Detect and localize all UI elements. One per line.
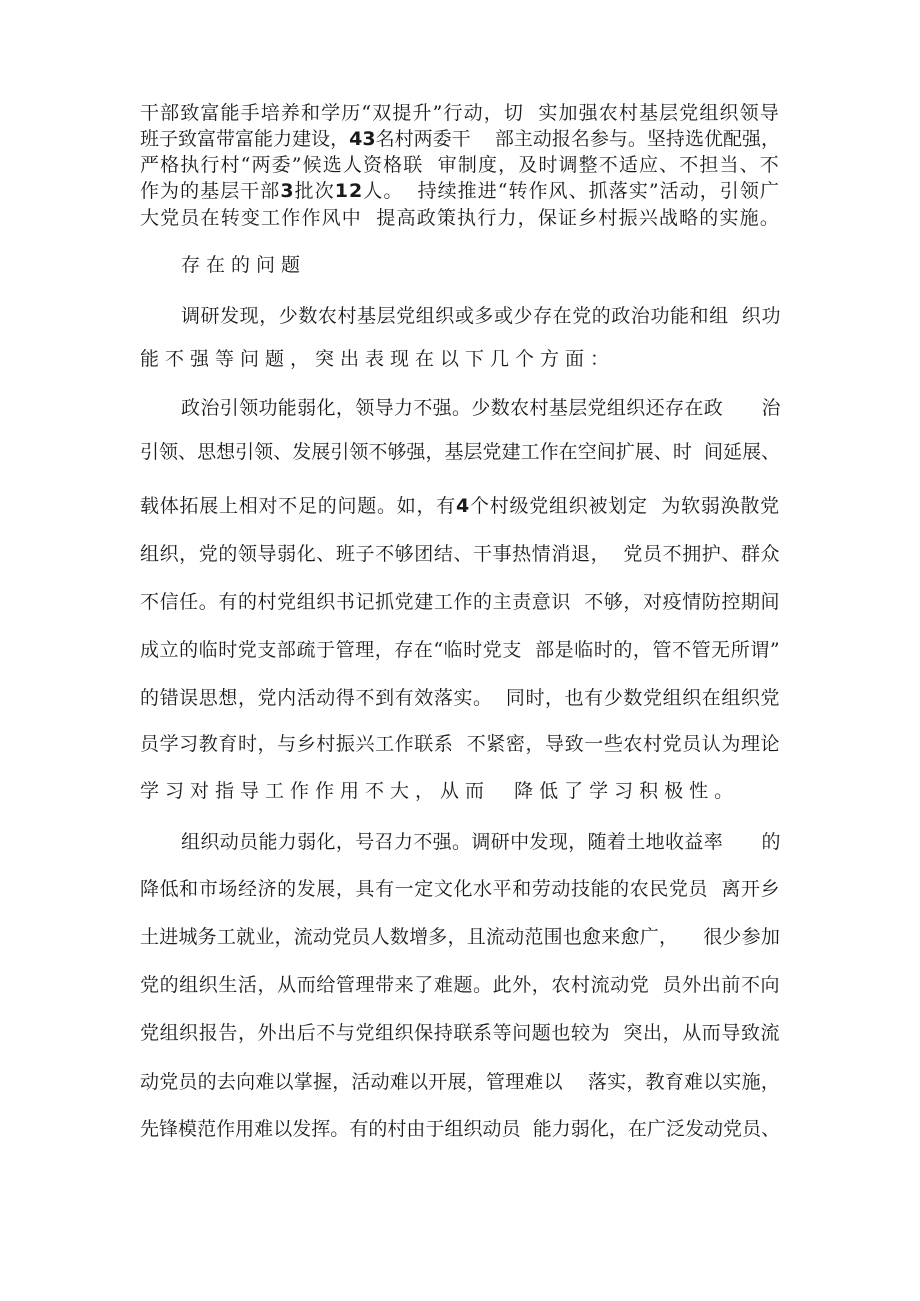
para2-line-6: 成立的临时党支部疏于管理，存在“临时党支 部是临时的，管不管无所谓” <box>140 639 781 661</box>
intro-line-5: 大党员在转变工作作风中 提高政策执行力，保证乡村振兴战略的实施。 <box>140 207 781 229</box>
para2-line-5: 不信任。有的村党组织书记抓党建工作的主责意识 不够，对疫情防控期间 <box>140 591 781 613</box>
para3-line-5: 党组织报告，外出后不与党组织保持联系等问题也较为 突出，从而导致流 <box>140 1022 781 1044</box>
para3-line-6: 动党员的去向难以掌握，活动难以开展，管理难以 落实，教育难以实施， <box>140 1071 781 1093</box>
para2-line-9: 学习对指导工作作用不大，从而 降低了学习积极性。 <box>140 780 740 802</box>
para2-line-3: 载体拓展上相对不足的问题。如，有4个村级党组织被划定 为软弱涣散党 <box>140 495 780 517</box>
para3-line-3: 土进城务工就业，流动党员人数增多，且流动范围也愈来愈广， 很少参加 <box>140 926 781 948</box>
para2-line-1: 政治引领功能弱化，领导力不强。少数农村基层党组织还存在政 治 <box>181 397 781 419</box>
para1-line-2: 能不强等问题，突出表现在以下几个方面： <box>140 348 616 370</box>
para2-line-2: 引领、思想引领、发展引领不够强，基层党建工作在空间扩展、时 间延展、 <box>140 441 781 463</box>
para3-line-7: 先锋模范作用难以发挥。有的村由于组织动员 能力弱化，在广泛发动党员、 <box>140 1118 781 1140</box>
para1-line-1: 调研发现，少数农村基层党组织或多或少存在党的政治功能和组 织功 <box>181 305 782 327</box>
intro-line-4: 作为的基层干部3批次12人。 持续推进“转作风、抓落实”活动，引领广 <box>140 180 780 202</box>
intro-line-2: 班子致富带富能力建设，43名村两委干 部主动报名参与。坚持选优配强， <box>140 128 780 150</box>
section-heading: 存在的问题 <box>181 254 307 276</box>
para2-line-8: 员学习教育时，与乡村振兴工作联系 不紧密，导致一些农村党员认为理论 <box>140 733 781 755</box>
intro-line-1: 干部致富能手培养和学历“双提升”行动，切 实加强农村基层党组织领导 <box>140 102 780 124</box>
intro-line-3: 严格执行村“两委”候选人资格联 审制度，及时调整不适应、不担当、不 <box>140 154 780 176</box>
para2-line-7: 的错误思想，党内活动得不到有效落实。 同时，也有少数党组织在组织党 <box>140 687 781 709</box>
para3-line-4: 党的组织生活，从而给管理带来了难题。此外，农村流动党 员外出前不向 <box>140 974 781 996</box>
para2-line-4: 组织，党的领导弱化、班子不够团结、干事热情消退， 党员不拥护、群众 <box>140 543 781 565</box>
para3-line-1: 组织动员能力弱化，号召力不强。调研中发现，随着土地收益率 的 <box>181 831 781 853</box>
para3-line-2: 降低和市场经济的发展，具有一定文化水平和劳动技能的农民党员 离开乡 <box>140 878 781 900</box>
